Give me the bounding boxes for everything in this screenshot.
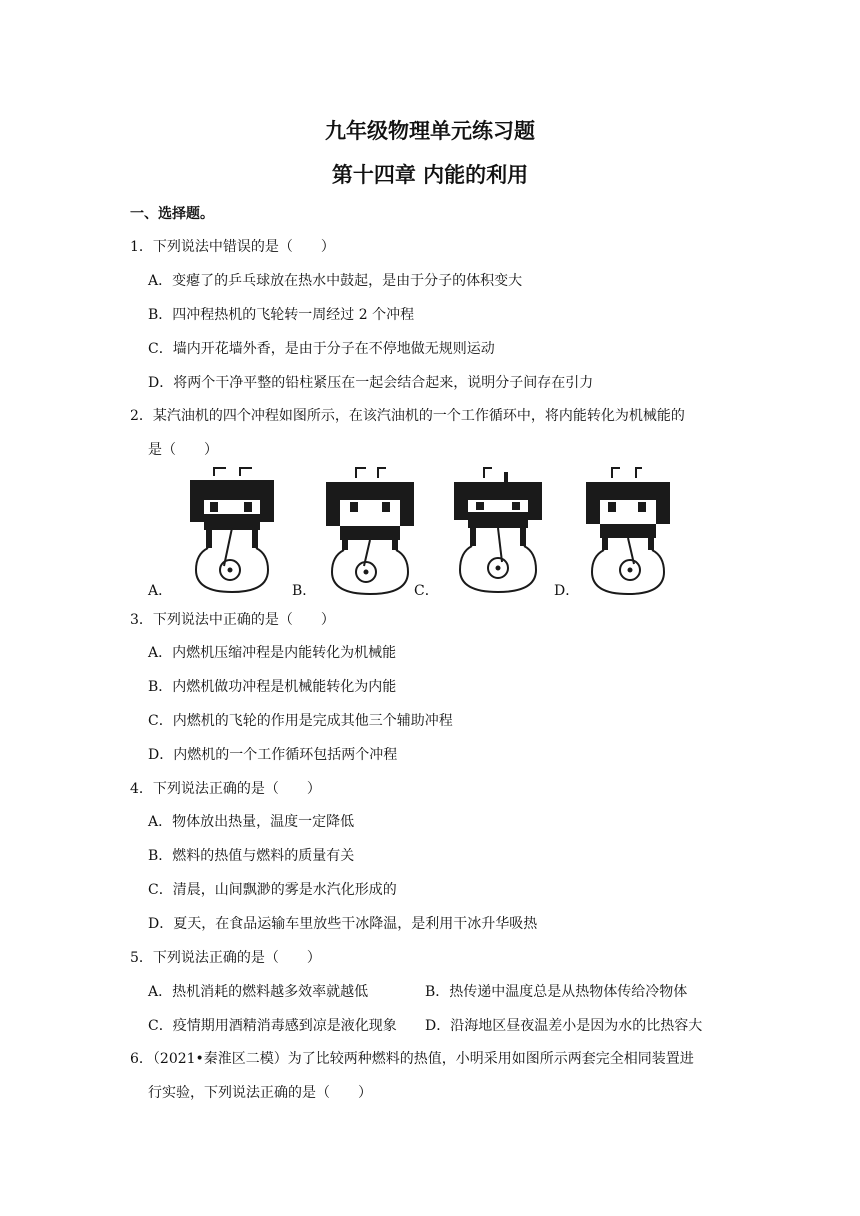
question-5-option-b: B．热传递中温度总是从热物体传给冷物体 [425,984,688,1000]
question-1-stem: 1．下列说法中错误的是（ ） [130,239,335,255]
question-4-option-b: B．燃料的热值与燃料的质量有关 [148,848,355,864]
chapter-title: 第十四章 内能的利用 [331,163,529,187]
question-6-stem-cont: 行实验，下列说法正确的是（ ） [148,1085,372,1101]
page-title: 九年级物理单元练习题 [325,119,535,143]
question-6-stem: 6．（2021•秦淮区二模）为了比较两种燃料的热值，小明采用如图所示两套完全相同装置进 [130,1051,694,1067]
engine-figure-b [320,462,420,597]
engine-figure-d [578,462,678,597]
figure-label-d: D． [554,583,580,599]
question-5-option-a: A．热机消耗的燃料越多效率就越低 [148,984,369,1000]
question-4-option-c: C．清晨，山间飘渺的雾是水汽化形成的 [148,882,397,898]
question-5-stem: 5．下列说法正确的是（ ） [130,950,321,966]
question-2-stem-cont: 是（ ） [148,442,218,458]
question-4-option-a: A．物体放出热量，温度一定降低 [148,814,355,830]
question-1-option-d: D．将两个干净平整的铅柱紧压在一起会结合起来，说明分子间存在引力 [148,375,594,391]
question-1-option-c: C．墙内开花墙外香，是由于分子在不停地做无规则运动 [148,341,495,357]
question-3-option-b: B．内燃机做功冲程是机械能转化为内能 [148,679,397,695]
question-3-option-a: A．内燃机压缩冲程是内能转化为机械能 [148,645,397,661]
question-5-option-d: D．沿海地区昼夜温差小是因为水的比热容大 [425,1018,703,1034]
question-3-option-c: C．内燃机的飞轮的作用是完成其他三个辅助冲程 [148,713,453,729]
figure-label-a: A． [148,583,173,599]
question-4-stem: 4．下列说法正确的是（ ） [130,781,321,797]
figure-label-c: C． [414,583,439,599]
figure-label-b: B． [292,583,317,599]
engine-stroke-figures [148,462,748,602]
question-1-option-b: B．四冲程热机的飞轮转一周经过 2 个冲程 [148,307,415,323]
section-heading: 一、选择题。 [130,206,214,222]
question-3-option-d: D．内燃机的一个工作循环包括两个冲程 [148,747,398,763]
engine-figure-a [182,462,282,597]
question-4-option-d: D．夏天，在食品运输车里放些干冰降温，是利用干冰升华吸热 [148,916,538,932]
question-5-option-c: C．疫情期用酒精消毒感到凉是液化现象 [148,1018,397,1034]
question-3-stem: 3．下列说法中正确的是（ ） [130,612,335,628]
engine-figure-c [448,462,548,597]
question-2-stem: 2．某汽油机的四个冲程如图所示，在该汽油机的一个工作循环中，将内能转化为机械能的 [130,408,685,424]
question-1-option-a: A．变瘪了的乒乓球放在热水中鼓起，是由于分子的体积变大 [148,273,523,289]
